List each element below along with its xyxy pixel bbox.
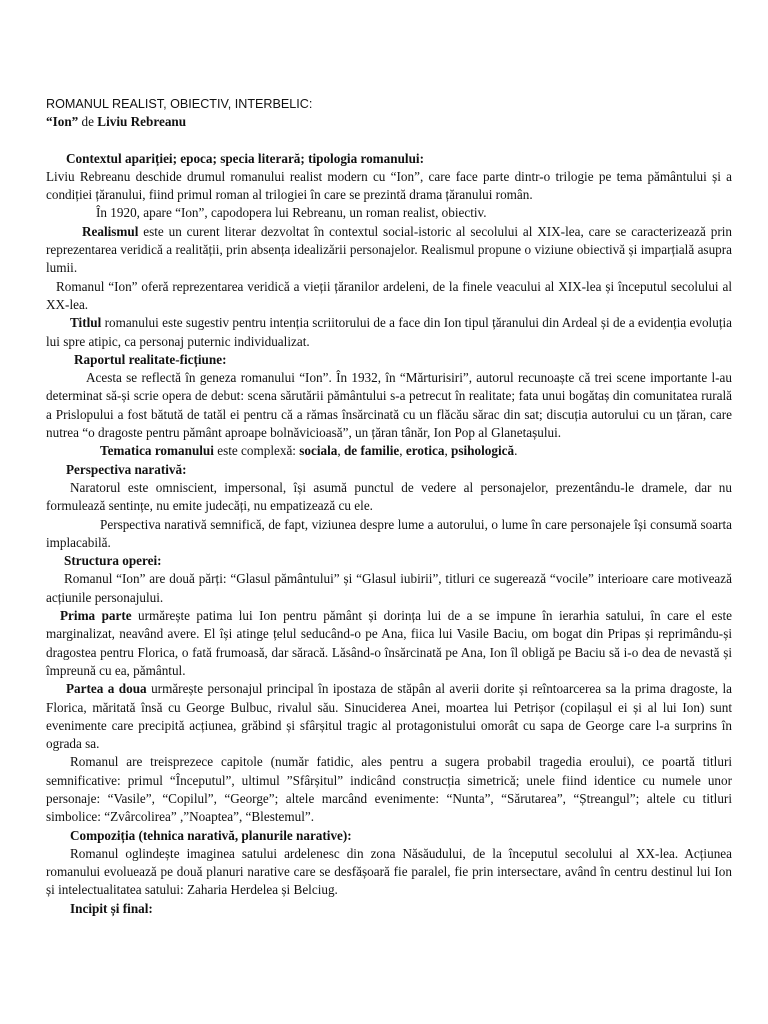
paragraph-ion-realism: Romanul “Ion” oferă reprezentarea veridică a vieții țăranilor ardeleni, de la finele veacului al XIX-lea și începutul secolului al XX-lea. bbox=[46, 278, 732, 312]
paragraph-context: Liviu Rebreanu deschide drumul romanului realist modern cu “Ion”, care face parte dintr-o trilogie pe tema pământului și a condiției țăranului, fiind primul roman al trilogiei în care se prezintă drama țăranului român. bbox=[46, 168, 732, 203]
term-tematica: Tematica romanului bbox=[100, 443, 214, 459]
term-realism: Realismul bbox=[82, 223, 139, 239]
section-heading-incipit: Incipit și final: bbox=[70, 900, 153, 916]
paragraph-title: Titlul romanului este sugestiv pentru intenția scriitorului de a face din Ion tipul țăranului din Ardeal și de a evidenția evoluția lui spre atipic, ca personaj puternic individualizat. bbox=[46, 315, 732, 349]
paragraph-perspectiva-2: Perspectiva narativă semnifică, de fapt, viziunea despre lume a autorului, o lume în care personajele își consumă soarta implacabilă. bbox=[46, 516, 732, 550]
subtitle-connector: de bbox=[78, 114, 98, 130]
document-title: ROMANUL REALIST, OBIECTIV, INTERBELIC: bbox=[46, 97, 313, 111]
paragraph-context-1920: În 1920, apare “Ion”, capodopera lui Rebreanu, un roman realist, obiectiv. bbox=[96, 205, 487, 221]
paragraph-partea-a-doua: Partea a doua urmărește personajul principal în ipostaza de stăpân al averii dorite și reîntoarcerea sa la prima dragoste, la Florica, măritată însă cu George Bulbuc, rivalul său. Sinuciderea Anei, moartea lui Petrișor (copilașul ei și al lui Ion) sunt evenimente care precipită acțiunea, grăbind și sfârșitul tragic al protagonistului omorât cu sapa de George care l-a surprins în ograda sa. bbox=[46, 681, 732, 752]
term-titlu: Titlul bbox=[70, 315, 102, 331]
section-heading-raport: Raportul realitate-ficțiune: bbox=[74, 351, 227, 367]
term-prima-parte: Prima parte bbox=[60, 608, 132, 624]
spacer bbox=[46, 132, 732, 150]
paragraph-capitole: Romanul are treisprezece capitole (număr fatidic, ales pentru a sugera probabil tragedia eroului), ce poartă titluri semnificative: primul “Începutul”, ultimul ”Sfârșitul” indicând construcția simetrică; unele fiind identice cu numele unor personaje: “Vasile”, “Copilul”, “George”; altele marcând evenimente: “Nunta”, “Sărutarea”, “Ștreangul”; altele cu titluri simbolice: “Zvârcolirea” ,”Noaptea”, “Blestemul”. bbox=[46, 754, 732, 825]
paragraph-structura: Romanul “Ion” are două părți: “Glasul pământului” și “Glasul iubirii”, titluri ce sugerează “vocile” interioare care motivează acțiunile personajului. bbox=[46, 571, 732, 605]
document-subtitle bbox=[46, 113, 732, 131]
paragraph-prima-parte: Prima parte urmărește patima lui Ion pentru pământ și dorința lui de a se impune în ierarhia satului, în care el este marginalizat, neavând avere. El își atinge țelul seducând-o pe Ana, fiica lui Vasile Baciu, om bogat din Pripas și reprimându-și dragostea pentru Florica, o fată frumoasă, dar săracă. Lăsând-o însărcinată pe Ana, Ion îl obligă pe Baciu să i-o dea de nevastă și împreună cu ea, pământul. bbox=[46, 608, 732, 678]
section-heading-compozitia: Compoziția (tehnica narativă, planurile narative): bbox=[70, 827, 352, 843]
section-heading-perspectiva: Perspectiva narativă: bbox=[66, 461, 187, 477]
term-partea-a-doua: Partea a doua bbox=[66, 681, 147, 697]
paragraph-compozitia: Romanul oglindește imaginea satului ardelenesc din zona Năsăudului, de la începutul secolului al XX-lea. Acțiunea romanului evoluează pe două planuri narative care se desfășoară fie paralel, fie prin intersectare, având în centru destinul lui Ion și intelectualitatea satului: Zaharia Herdelea și Belciug. bbox=[46, 845, 732, 898]
section-heading-context: Contextul apariției; epoca; specia literară; tipologia romanului: bbox=[66, 150, 424, 166]
section-heading-structura: Structura operei: bbox=[64, 553, 162, 569]
document-page bbox=[46, 95, 732, 918]
paragraph-tematica: Tematica romanului este complexă: sociala, de familie, erotica, psihologică. bbox=[100, 443, 518, 459]
author-name: Liviu Rebreanu bbox=[97, 114, 187, 130]
paragraph-realism: Realismul este un curent literar dezvoltat în contextul social-istoric al secolului al XIX-lea, care se caracterizează prin reprezentarea veridică a realității, prin absența idealizării personajelor. Realismul propune o viziune obiectivă și imparțială asupra lumii. bbox=[46, 223, 732, 276]
work-title: “Ion” bbox=[46, 114, 79, 130]
paragraph-raport: Acesta se reflectă în geneza romanului “Ion”. În 1932, în “Mărturisiri”, autorul recunoaște că trei scene importante l-au determinat să-și scrie opera de debut: scena sărutării pământului s-a petrecut în realitate; fata unui bogătaș din comunitatea rurală a Prislopului a fost bătută de tatăl ei pentru că a rămas însărcinată cu un flăcău sărac din sat; discuția autorului cu un țăran, care nutrea “o dragoste pentru pământ aproape bolnăvicioasă”, un țăran tânăr, Ion Pop al Glanetașului. bbox=[46, 370, 732, 441]
paragraph-perspectiva-1: Naratorul este omniscient, impersonal, își asumă punctul de vedere al personajelor, prezentându-le dramele, dar nu formulează sentințe, nu emite judecăți, nu empatizează cu ele. bbox=[46, 479, 732, 514]
